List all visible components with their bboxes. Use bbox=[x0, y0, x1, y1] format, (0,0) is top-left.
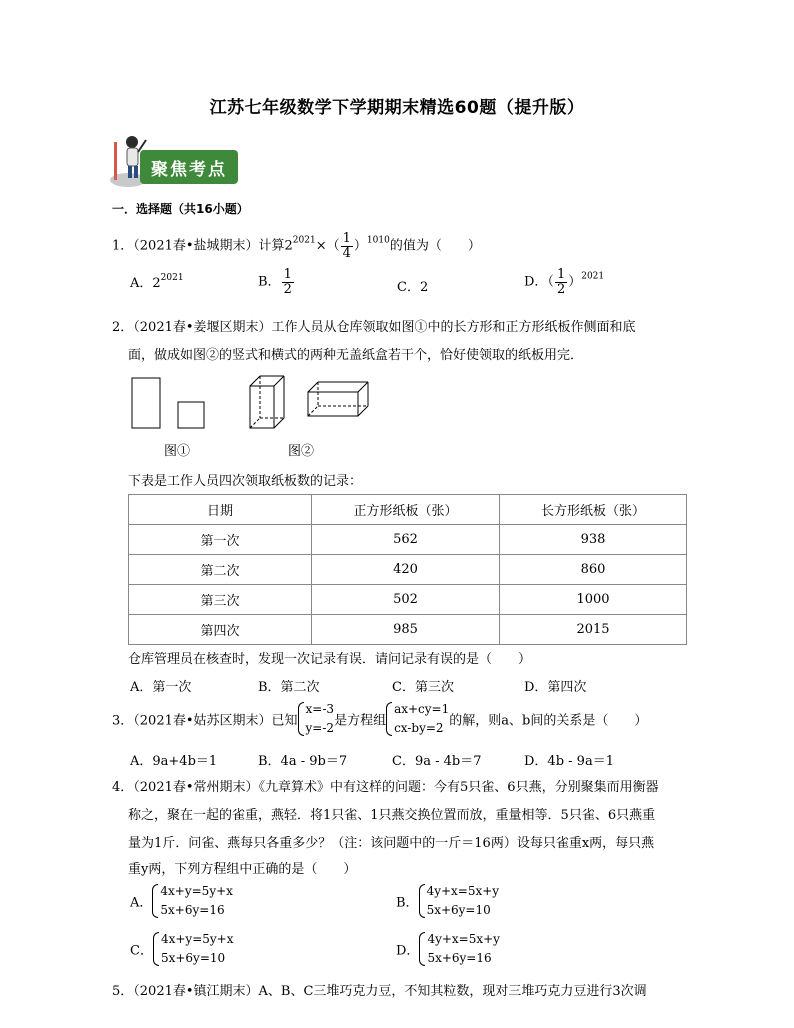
figure-2-caption: 图② bbox=[288, 444, 315, 459]
question-3: 3．（2021春•姑苏区期末）已知 x=-3 y=-2 是方程组 ax+cy=1 cx-by=2 的解，则a、b间的关系是（ ） bbox=[112, 700, 647, 738]
q1-option-d: D．（ $\frac{1}{2}$ ）$^{2021}$ bbox=[524, 267, 605, 297]
question-4-line-3: 量为1斤．问雀、燕每只各重多少？（注：该问题中的一斤＝16两）设每只雀重x两，每只燕 bbox=[128, 836, 655, 851]
table-cell: 420 bbox=[312, 555, 500, 585]
table-cell: 第二次 bbox=[129, 555, 312, 585]
table-cell: 860 bbox=[500, 555, 687, 585]
question-2-prompt: 仓库管理员在核查时，发现一次记录有误．请问记录有误的是（ ） bbox=[128, 652, 532, 667]
table-cell: 第三次 bbox=[129, 585, 312, 615]
q3-option-b: B．4a - 9b＝7 bbox=[258, 754, 348, 769]
table-cell: 1000 bbox=[500, 585, 687, 615]
table-row bbox=[129, 615, 687, 645]
question-4-line-4: 重y两，下列方程组中正确的是（ ） bbox=[128, 862, 357, 877]
q1-option-c: C．2 bbox=[397, 280, 429, 295]
table-row bbox=[129, 525, 687, 555]
table-header-cell: 正方形纸板（张） bbox=[312, 495, 500, 525]
q4-option-b: B． 4y+x=5x+y 5x+6y=10 bbox=[396, 882, 499, 920]
question-4-line-1: 4．（2021春•常州期末）《九章算术》中有这样的问题：今有5只雀、6只燕，分别聚集而用衡器 bbox=[112, 780, 659, 795]
record-table bbox=[128, 494, 687, 645]
q2-option-a: A．第一次 bbox=[130, 680, 192, 695]
equation-system: ax+cy=1 cx-by=2 bbox=[386, 700, 449, 738]
table-cell: 502 bbox=[312, 585, 500, 615]
table-cell: 第一次 bbox=[129, 525, 312, 555]
page-title: 江苏七年级数学下学期期末精选60题（提升版） bbox=[209, 98, 585, 118]
q1-option-a: A．$2^{2021}$ bbox=[130, 273, 184, 291]
table-cell: 985 bbox=[312, 615, 500, 645]
table-cell: 562 bbox=[312, 525, 500, 555]
table-cell: 938 bbox=[500, 525, 687, 555]
solution-system: x=-3 y=-2 bbox=[298, 700, 335, 738]
q2-option-b: B．第二次 bbox=[258, 680, 320, 695]
q2-option-d: D．第四次 bbox=[524, 680, 587, 695]
q3-option-d: D．4b - 9a＝1 bbox=[524, 754, 614, 769]
focus-badge: 聚焦考点 bbox=[140, 150, 238, 184]
q4-option-a: A． 4x+y=5y+x 5x+6y=16 bbox=[130, 882, 233, 920]
table-header-row bbox=[129, 495, 687, 525]
question-2-line-2: 面，做成如图②的竖式和横式的两种无盖纸盒若干个，恰好使领取的纸板用完． bbox=[128, 348, 584, 363]
table-cell: 2015 bbox=[500, 615, 687, 645]
q4-option-d: D． 4y+x=5x+y 5x+6y=16 bbox=[396, 930, 500, 968]
section-heading: 一．选择题（共16小题） bbox=[112, 202, 249, 216]
table-header-cell: 日期 bbox=[129, 495, 312, 525]
figure-1-caption: 图① bbox=[164, 444, 191, 459]
fraction: $\frac{1}{4}$ bbox=[342, 231, 351, 261]
table-row bbox=[129, 555, 687, 585]
q4-option-c: C． 4x+y=5y+x 5x+6y=10 bbox=[130, 930, 233, 968]
q3-option-a: A．9a+4b＝1 bbox=[130, 754, 218, 769]
q2-option-c: C．第三次 bbox=[392, 680, 454, 695]
box-figures-diagram bbox=[128, 372, 508, 434]
question-5-line-1: 5．（2021春•镇江期末）A、B、C三堆巧克力豆，不知其粒数，现对三堆巧克力豆进行3次调 bbox=[112, 984, 647, 999]
table-header-cell: 长方形纸板（张） bbox=[500, 495, 687, 525]
table-row bbox=[129, 585, 687, 615]
table-cell: 第四次 bbox=[129, 615, 312, 645]
question-2-line-1: 2．（2021春•姜堰区期末）工作人员从仓库领取如图①中的长方形和正方形纸板作侧面和底 bbox=[112, 320, 636, 335]
q1-option-b: B． $\frac{1}{2}$ bbox=[258, 267, 292, 297]
question-1: 1．（2021春•盐城期末）计算$2^{2021}\times$（ $\frac{1}{4}$ ）$^{1010}$的值为（ ） bbox=[112, 231, 481, 261]
q3-option-c: C．9a - 4b＝7 bbox=[392, 754, 482, 769]
table-intro: 下表是工作人员四次领取纸板数的记录： bbox=[128, 474, 363, 489]
question-4-line-2: 称之，聚在一起的雀重，燕轻．将1只雀、1只燕交换位置而放，重量相等．5只雀、6只燕重 bbox=[128, 808, 656, 823]
